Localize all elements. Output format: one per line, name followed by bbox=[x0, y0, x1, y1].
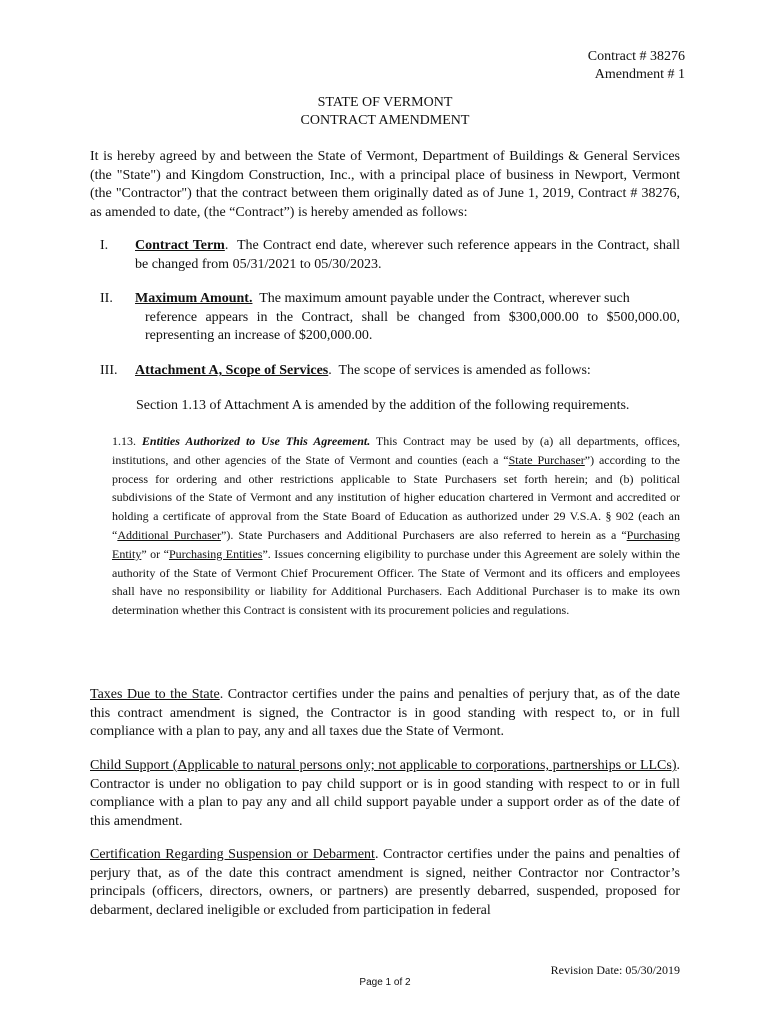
taxes-text: . Contractor certifies under the pains and penalties of perjury that, as of the date this contract amendment is signed, the Contractor is in good standing with respect to, or in full compliance with a plan to pay, any and all taxes due the State of Vermont. bbox=[90, 687, 680, 739]
term-purchasing-entity: Purchasing Entity bbox=[112, 527, 680, 561]
term-state-purchaser: State Purchaser bbox=[508, 452, 585, 467]
item-text: The maximum amount payable under the Contract, wherever such bbox=[259, 291, 630, 306]
document-title bbox=[0, 94, 770, 130]
debarment-heading: Certification Regarding Suspension or Debarment bbox=[90, 847, 375, 862]
taxes-paragraph bbox=[90, 686, 680, 742]
term-additional-purchaser: Additional Purchaser bbox=[117, 527, 222, 542]
term-purchasing-entities: Purchasing Entities bbox=[168, 546, 263, 561]
contract-number: Contract # 38276 bbox=[587, 49, 685, 64]
child-support-text: . Contractor is under no obligation to pay child support or is in good standing with respect to or in full compliance with a plan to pay any and all child support payable under a support order as of the date of this amendment. bbox=[90, 758, 680, 829]
section-note: Section 1.13 of Attachment A is amended by the addition of the following requirements. bbox=[136, 398, 630, 413]
item-number: III. bbox=[100, 363, 118, 378]
item-contract-term: I. Contract Term. The Contract end date, wherever such reference appears in the Contract, shall be changed from 05/31/2021 to 05/30/2023. bbox=[100, 238, 680, 272]
item-text-continued: reference appears in the Contract, shall be changed from $300,000.00 to $500,000.00, representing an increase of $200,000.00. bbox=[145, 309, 680, 343]
taxes-heading: Taxes Due to the State bbox=[90, 687, 220, 702]
child-support-heading: Child Support (Applicable to natural persons only; not applicable to corporations, partnerships or LLCs) bbox=[90, 758, 677, 773]
contract-header bbox=[588, 48, 685, 84]
item-number: I. bbox=[100, 238, 109, 253]
item-heading: Maximum Amount. bbox=[135, 291, 253, 306]
item-heading: Contract Term bbox=[135, 238, 225, 253]
intro-paragraph: It is hereby agreed by and between the State of Vermont, Department of Buildings & General Services (the "State") and Kingdom Construction, Inc., with a principal place of business in Newport, Vermont (the "Contractor") that the contract between them originally dated as of June 1, 2019, Contract # 38276, as amended to date, (the “Contract”) is hereby amended as follows: bbox=[90, 149, 680, 220]
item-scope-of-services: III. Attachment A, Scope of Services. The scope of services is amended as follows: bbox=[90, 362, 680, 382]
item-maximum-amount bbox=[90, 290, 680, 348]
clause-1-13: 1.13. Entities Authorized to Use This Agreement. This Contract may be used by (a) all departments, offices, institutions, and other agencies of the State of Vermont and counties (each a “State Purchaser”) according to the process for ordering and other restrictions applicable to State Purchasers set forth herein; and (b) political subdivisions of the State of Vermont and any institution of higher education chartered in Vermont and accredited or holding a certificate of approval from the State Board of Education as authorized under 29 V.S.A. § 902 (each an “Additional Purchaser”). State Purchasers and Additional Purchasers are also referred to herein as a “Purchasing Entity” or “Purchasing Entities”. Issues concerning eligibility to purchase under this Agreement are solely within the authority of the State of Vermont Chief Procurement Officer. The State of Vermont and its officers and employees shall have no responsibility or liability for Additional Purchasers. Each Additional Purchaser is to make its own determination whether this Contract is consistent with its procurement policies and regulations. bbox=[112, 434, 681, 618]
revision-date: Revision Date: 05/30/2019 bbox=[550, 963, 680, 977]
item-heading: Attachment A, Scope of Services bbox=[135, 363, 329, 378]
item-number: II. bbox=[100, 291, 113, 306]
title-state: STATE OF VERMONT bbox=[317, 95, 453, 110]
amendment-number: Amendment # 1 bbox=[594, 67, 685, 82]
child-support-paragraph bbox=[90, 757, 680, 831]
debarment-text: . Contractor certifies under the pains and penalties of perjury that, as of the date this contract amendment is signed, neither Contractor nor Contractor’s principals (officers, directors, owners, or partners) are presently debarred, suspended, proposed for debarment, declared ineligible or excluded from participation in federal bbox=[90, 847, 680, 918]
page-number: Page 1 of 2 bbox=[359, 977, 411, 988]
clause-title: Entities Authorized to Use This Agreement. bbox=[141, 434, 371, 448]
debarment-paragraph bbox=[90, 846, 680, 920]
clause-number: 1.13. bbox=[112, 434, 136, 448]
item-text: The scope of services is amended as follows: bbox=[338, 363, 591, 378]
title-amendment: CONTRACT AMENDMENT bbox=[300, 113, 470, 128]
item-text: The Contract end date, wherever such reference appears in the Contract, shall be changed from 05/31/2021 to 05/30/2023. bbox=[135, 238, 680, 272]
